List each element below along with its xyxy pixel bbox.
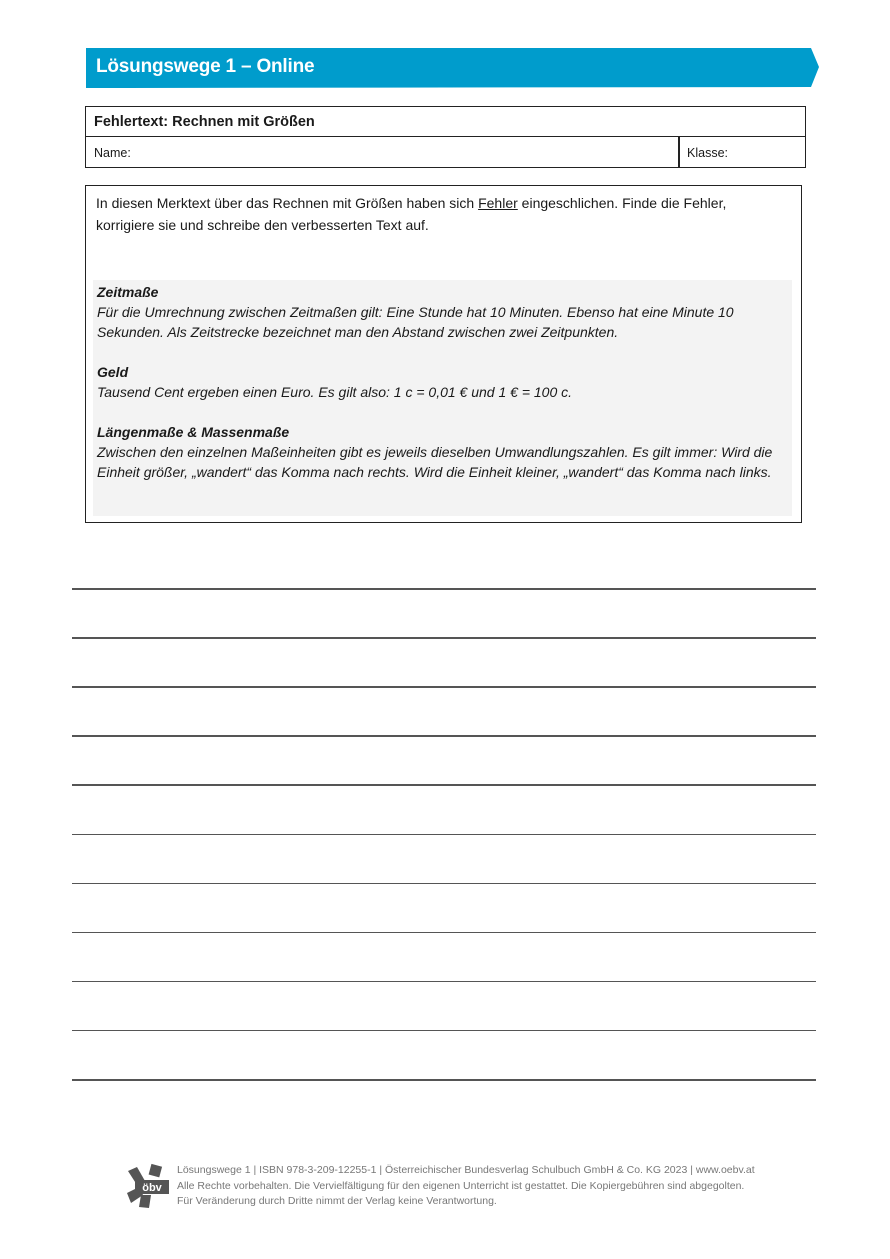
instructions-underlined: Fehler: [478, 195, 518, 211]
name-field-label[interactable]: Name:: [94, 146, 131, 160]
logo-text: öbv: [142, 1182, 162, 1194]
footer-text: [177, 1163, 755, 1210]
worksheet-title-row: [86, 107, 805, 137]
section-title: Geld: [97, 364, 129, 380]
header-banner: [86, 48, 819, 88]
merktext-panel: [93, 280, 792, 516]
writing-line[interactable]: [72, 1030, 816, 1032]
writing-line[interactable]: [72, 735, 816, 737]
writing-line[interactable]: [72, 588, 816, 590]
writing-line[interactable]: [72, 784, 816, 786]
footer-line-3: Für Veränderung durch Dritte nimmt der Verlag keine Verantwortung.: [177, 1195, 497, 1207]
class-field-label[interactable]: Klasse:: [687, 146, 728, 160]
section-zeitmasse: [97, 282, 787, 342]
worksheet-title: Fehlertext: Rechnen mit Größen: [94, 114, 315, 130]
writing-line[interactable]: [72, 637, 816, 639]
writing-line[interactable]: [72, 932, 816, 934]
section-laengenmasse: [97, 422, 787, 482]
writing-line[interactable]: [72, 686, 816, 688]
section-geld: [97, 362, 787, 402]
instructions-after: eingeschlichen. Finde die Fehler, korrigiere sie und schreibe den verbesserten Text auf.: [96, 195, 727, 233]
section-text: Für die Umrechnung zwischen Zeitmaßen gilt: Eine Stunde hat 10 Minuten. Ebenso hat eine Minute 10 Sekunden. Als Zeitstrecke bezeichnet man den Abstand zwischen zwei Zeitpunkten.: [97, 304, 734, 340]
instructions: [96, 192, 786, 236]
writing-line[interactable]: [72, 883, 816, 885]
section-title: Längenmaße & Massenmaße: [97, 424, 290, 440]
footer-line-2: Alle Rechte vorbehalten. Die Vervielfältigung für den eigenen Unterricht ist gestattet. Die Kopiergebühren sind abgegolten.: [177, 1179, 745, 1192]
section-text: Zwischen den einzelnen Maßeinheiten gibt es jeweils dieselben Umwandlungszahlen. Es gilt immer: Wird die Einheit größer, „wandert“ das Komma nach rechts. Wird die Einheit kleiner, „wandert“ das Komma nach links.: [97, 444, 773, 480]
footer-line-1: Lösungswege 1 | ISBN 978-3-209-12255-1 | Österreichischer Bundesverlag Schulbuch GmbH & Co. KG 2023 | www.oebv.at: [177, 1164, 755, 1176]
instructions-before: In diesen Merktext über das Rechnen mit Größen haben sich: [96, 195, 479, 211]
writing-line[interactable]: [72, 1079, 816, 1081]
error-text-box: [85, 185, 802, 523]
worksheet-header-table: [85, 106, 806, 168]
cell-divider: [678, 137, 680, 167]
oebv-logo: [125, 1163, 171, 1209]
writing-line[interactable]: [72, 834, 816, 836]
banner-title: Lösungswege 1 – Online: [96, 56, 315, 77]
section-text: Tausend Cent ergeben einen Euro. Es gilt also: 1 c = 0,01 € und 1 € = 100 c.: [97, 384, 573, 400]
section-title: Zeitmaße: [97, 284, 159, 300]
writing-line[interactable]: [72, 981, 816, 983]
